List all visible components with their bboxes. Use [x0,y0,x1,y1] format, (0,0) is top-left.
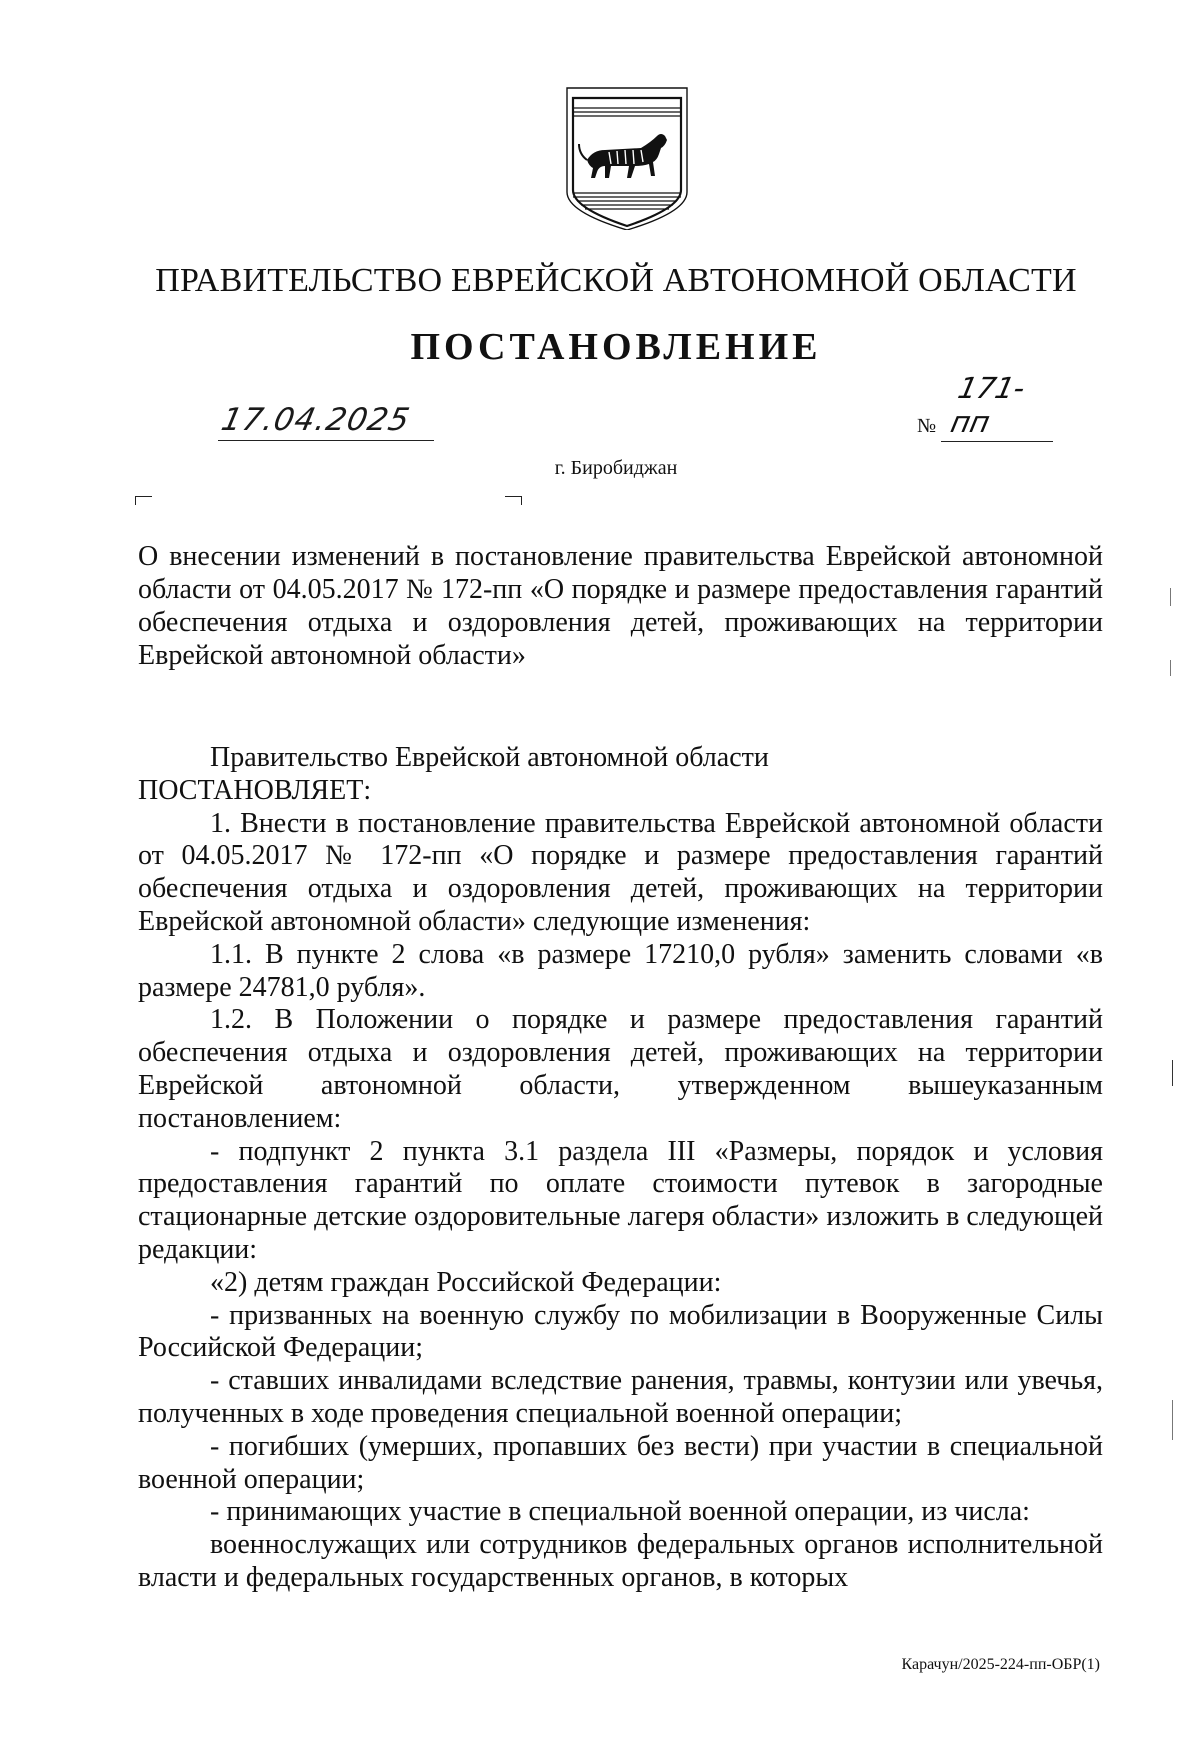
body-paragraph: «2) детям граждан Российской Федерации: [210,1266,722,1298]
body-paragraph: 1.1. В пункте 2 слова «в размере 17210,0 рубля» заменить словами «в размере 24781,0 рубля». [138,938,1103,1003]
organization-title: ПРАВИТЕЛЬСТВО ЕВРЕЙСКОЙ АВТОНОМНОЙ ОБЛАСТИ [155,262,1077,299]
scan-margin-mark [1172,1060,1173,1086]
body-paragraph: - принимающих участие в специальной военной операции, из числа: [210,1496,1030,1528]
body-paragraph: - ставших инвалидами вследствие ранения, травмы, контузии или увечья, полученных в ходе проведения специальной военной операции; [138,1365,1103,1429]
body-paragraph: - погибших (умерших, пропавших без вести) при участии в специальной военной операции; [138,1430,1103,1495]
date-field [218,398,434,441]
body-paragraph: - подпункт 2 пункта 3.1 раздела III «Размеры, порядок и условия предоставления гарантий по оплате стоимости путевок в загородные стационарные детские оздоровительные лагеря области» изложить в следующей редакции: [138,1135,1103,1265]
body-paragraph: ПОСТАНОВЛЯЕТ: [138,774,372,806]
document-subject: О внесении изменений в постановление правительства Еврейской автономной области от 04.05.2017 № 172-пп «О порядке и размере предоставления гарантий обеспечения отдыха и оздоровления детей, проживающих на территории Еврейской автономной области» [138,541,1103,671]
document-number-field [917,371,1057,442]
scan-margin-mark [1172,1400,1173,1440]
scan-margin-mark [1170,588,1171,606]
body-paragraph: 1. Внести в постановление правительства Еврейской автономной области от 04.05.2017 № 172-пп «О порядке и размере предоставления гарантий обеспечения отдыха и оздоровления детей, проживающих на территории Еврейской автономной области» следующие изменения: [138,807,1103,937]
coat-of-arms-tiger-icon [565,80,689,230]
city-label: г. Биробиджан [554,457,678,479]
document-type-title: ПОСТАНОВЛЕНИЕ [410,326,822,368]
handwritten-date: 17.04.2025 [218,402,414,438]
subject-bracket-left [135,496,152,505]
number-underline [941,371,1053,442]
body-paragraph: Правительство Еврейской автономной области [210,742,769,773]
scan-margin-mark [1170,660,1171,676]
body-paragraph: 1.2. В Положении о порядке и размере предоставления гарантий обеспечения отдыха и оздоровления детей, проживающих на территории Еврейской автономной области, утвержденном вышеуказанным постановлением: [138,1004,1103,1134]
subject-bracket-right [505,496,522,505]
body-paragraph: - призванных на военную службу по мобилизации в Вооруженные Силы Российской Федерации; [138,1299,1103,1364]
number-sign: № [917,415,937,437]
document-code: Карачун/2025-224-пп-ОБР(1) [901,1656,1100,1673]
body-paragraph: военнослужащих или сотрудников федеральных органов исполнительной власти и федеральных государственных органов, в которых [138,1529,1103,1593]
document-body [138,742,1103,1595]
handwritten-number: 171-пп [947,371,1029,439]
